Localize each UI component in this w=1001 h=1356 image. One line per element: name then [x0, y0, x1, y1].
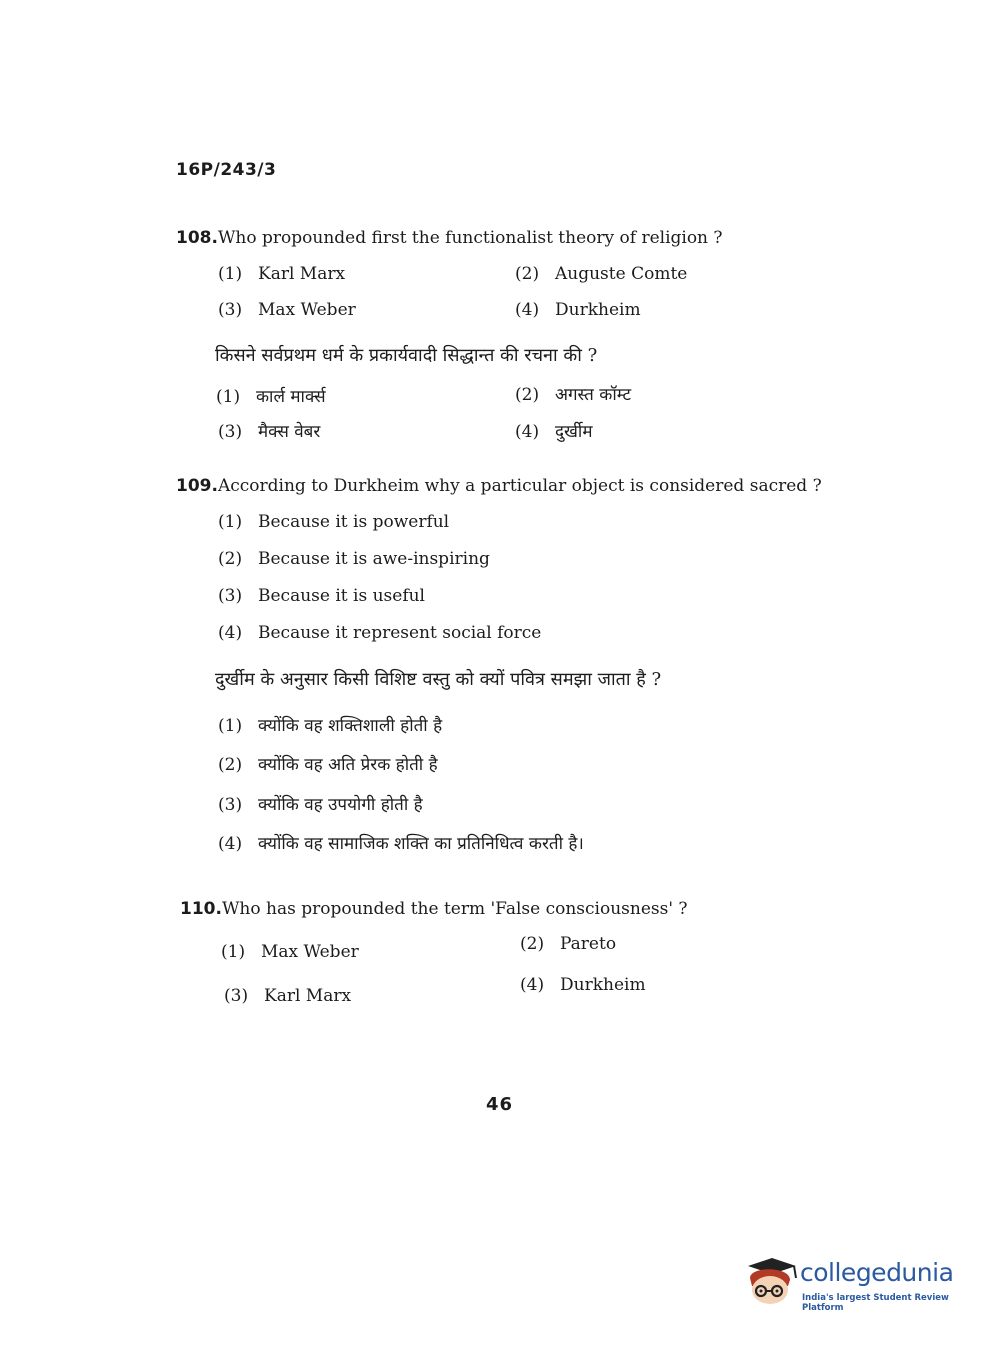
question-108 — [176, 228, 723, 248]
question-110 — [180, 899, 688, 919]
option: (1) Max Weber — [221, 942, 359, 962]
watermark-logo — [742, 1252, 972, 1312]
question-number: 109. — [176, 476, 218, 496]
option: (3) Because it is useful — [218, 586, 425, 606]
question-text: Who propounded first the functionalist theory of religion ? — [217, 228, 723, 248]
hindi-question-109: दुर्खीम के अनुसार किसी विशिष्ट वस्तु को क्यों पवित्र समझा जाता है ? — [215, 669, 662, 690]
hindi-option: (1) कार्ल मार्क्स — [216, 387, 326, 407]
option: (3) Max Weber — [218, 300, 356, 320]
brand-name: collegedunia — [800, 1258, 954, 1287]
question-109 — [176, 476, 822, 496]
option: (3) Karl Marx — [224, 986, 352, 1006]
option: (4) Durkheim — [520, 975, 646, 995]
option: (1) Because it is powerful — [218, 512, 450, 532]
hindi-option: (2) अगस्त कॉम्ट — [515, 385, 632, 405]
hindi-option: (2) क्योंकि वह अति प्रेरक होती है — [218, 755, 438, 775]
question-number: 110. — [180, 899, 222, 919]
option: (2) Pareto — [520, 934, 617, 954]
question-number: 108. — [176, 228, 218, 248]
paper-code: 16P/243/3 — [176, 160, 277, 180]
brand-tagline: India's largest Student Review Platform — [802, 1293, 949, 1313]
option: (4) Durkheim — [515, 300, 641, 320]
hindi-option: (4) क्योंकि वह सामाजिक शक्ति का प्रतिनिधित्व करती है। — [218, 834, 584, 854]
hindi-option: (4) दुर्खीम — [515, 422, 593, 442]
mascot-icon — [742, 1252, 798, 1308]
option: (1) Karl Marx — [218, 264, 346, 284]
question-text: According to Durkheim why a particular object is considered sacred ? — [217, 476, 822, 496]
option: (2) Because it is awe-inspiring — [218, 549, 490, 569]
option: (4) Because it represent social force — [218, 623, 542, 643]
page-number: 46 — [486, 1094, 514, 1115]
question-text: Who has propounded the term 'False consciousness' ? — [221, 899, 688, 919]
hindi-option: (3) क्योंकि वह उपयोगी होती है — [218, 795, 423, 815]
hindi-question-108: किसने सर्वप्रथम धर्म के प्रकार्यवादी सिद्धान्त की रचना की ? — [215, 345, 598, 366]
option: (2) Auguste Comte — [515, 264, 688, 284]
hindi-option: (1) क्योंकि वह शक्तिशाली होती है — [218, 716, 443, 736]
hindi-option: (3) मैक्स वेबर — [218, 422, 321, 442]
